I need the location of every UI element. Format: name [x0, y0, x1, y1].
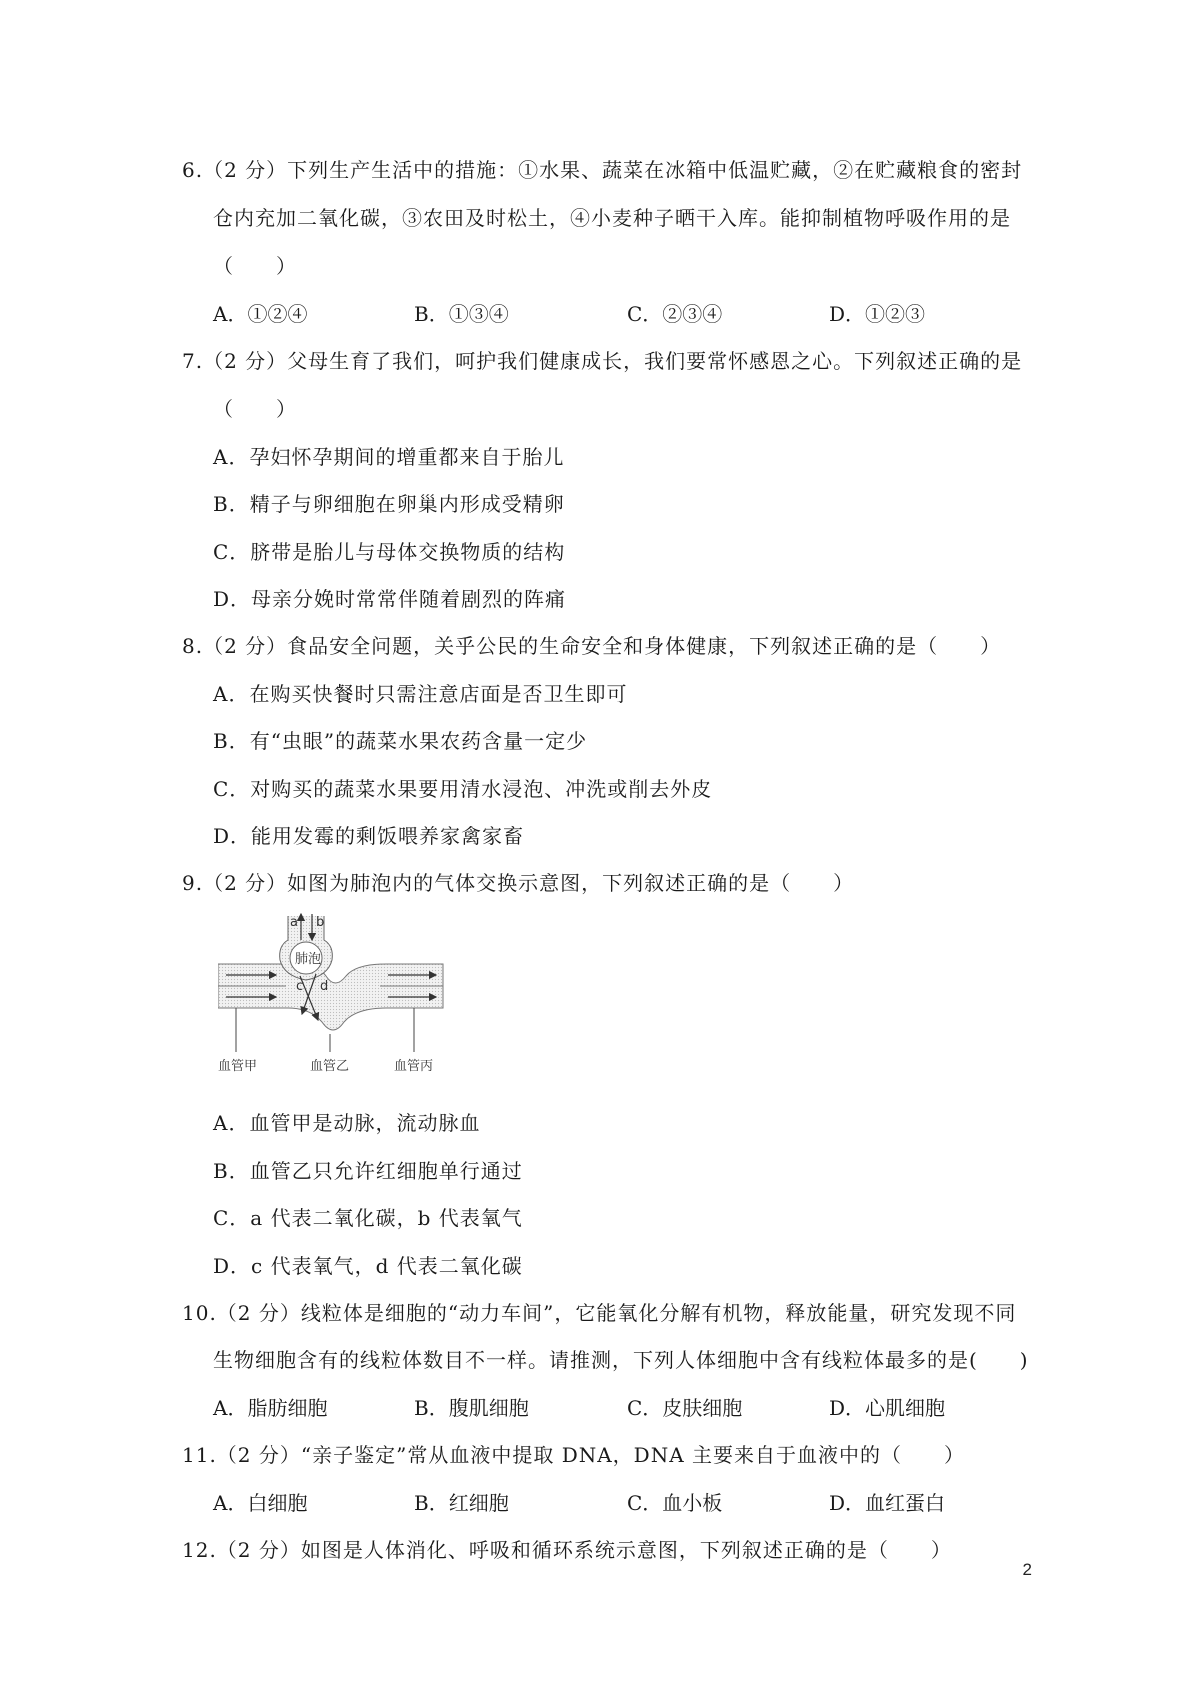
q10-stem-line2: 生物细胞含有的线粒体数目不一样。请推测，下列人体细胞中含有线粒体最多的是( ) — [213, 1348, 1029, 1372]
q8-option-c: C．对购买的蔬菜水果要用清水浸泡、冲洗或削去外皮 — [213, 777, 713, 801]
q11-option-d: D．血红蛋白 — [829, 1491, 946, 1515]
q7-option-a: A．孕妇怀孕期间的增重都来自于胎儿 — [213, 445, 565, 469]
q7-option-b: B．精子与卵细胞在卵巢内形成受精卵 — [213, 492, 565, 516]
q9-option-c: C．a 代表二氧化碳，b 代表氧气 — [213, 1206, 523, 1230]
q9-option-a: A．血管甲是动脉，流动脉血 — [213, 1111, 481, 1135]
q8-option-b: B．有“虫眼”的蔬菜水果农药含量一定少 — [213, 729, 588, 753]
q6-stem-line1: 6.（2 分）下列生产生活中的措施：①水果、蔬菜在冰箱中低温贮藏，②在贮藏粮食的密封 — [182, 158, 1023, 182]
q10-option-d: D．心肌细胞 — [829, 1396, 946, 1420]
q7-option-d: D．母亲分娩时常常伴随着剧烈的阵痛 — [213, 587, 567, 611]
q9-stem: 9.（2 分）如图为肺泡内的气体交换示意图，下列叙述正确的是（ ） — [182, 871, 855, 895]
q12-stem: 12.（2 分）如图是人体消化、呼吸和循环系统示意图，下列叙述正确的是（ ） — [182, 1538, 952, 1562]
q6-option-d: D．①②③ — [829, 302, 926, 326]
q10-option-c: C．皮肤细胞 — [627, 1396, 743, 1420]
q9-option-d: D．c 代表氧气，d 代表二氧化碳 — [213, 1254, 523, 1278]
vessel-yi-label: 血管乙 — [310, 1059, 350, 1074]
q7-stem-line1: 7.（2 分）父母生育了我们，呵护我们健康成长，我们要常怀感恩之心。下列叙述正确的是 — [182, 349, 1023, 373]
q8-option-d: D．能用发霉的剩饭喂养家禽家畜 — [213, 824, 525, 848]
q10-stem-line1: 10.（2 分）线粒体是细胞的“动力车间”，它能氧化分解有机物，释放能量，研究发现不同 — [182, 1301, 1017, 1325]
q11-option-a: A．白细胞 — [213, 1491, 308, 1515]
label-d: d — [320, 979, 329, 994]
page-number: 2 — [1022, 1560, 1032, 1579]
q6-option-a: A．①②④ — [213, 302, 308, 326]
q6-option-c: C．②③④ — [627, 302, 723, 326]
label-c: c — [296, 979, 304, 994]
q11-option-b: B．红细胞 — [414, 1491, 509, 1515]
q11-option-c: C．血小板 — [627, 1491, 723, 1515]
q10-option-a: A．脂肪细胞 — [213, 1396, 328, 1420]
q11-stem: 11.（2 分）“亲子鉴定”常从血液中提取 DNA，DNA 主要来自于血液中的（ ） — [182, 1443, 966, 1467]
q9-option-b: B．血管乙只允许红细胞单行通过 — [213, 1159, 523, 1183]
alveolus-label: 肺泡 — [295, 952, 322, 967]
q6-blank: （ ） — [213, 254, 297, 278]
q6-stem-line2: 仓内充加二氧化碳，③农田及时松土，④小麦种子晒干入库。能抑制植物呼吸作用的是 — [213, 206, 1011, 230]
alveolus-gas-exchange-diagram — [218, 912, 448, 1077]
q6-option-b: B．①③④ — [414, 302, 509, 326]
label-b: b — [316, 915, 325, 930]
q8-stem: 8.（2 分）食品安全问题，关乎公民的生命安全和身体健康，下列叙述正确的是（ ） — [182, 634, 1002, 658]
q10-option-b: B．腹肌细胞 — [414, 1396, 529, 1420]
label-a: a — [290, 915, 298, 930]
q7-option-c: C．脐带是胎儿与母体交换物质的结构 — [213, 540, 566, 564]
q7-blank: （ ） — [213, 397, 297, 421]
q8-option-a: A．在购买快餐时只需注意店面是否卫生即可 — [213, 682, 628, 706]
vessel-jia-label: 血管甲 — [218, 1059, 258, 1074]
vessel-bing-label: 血管丙 — [394, 1059, 434, 1074]
